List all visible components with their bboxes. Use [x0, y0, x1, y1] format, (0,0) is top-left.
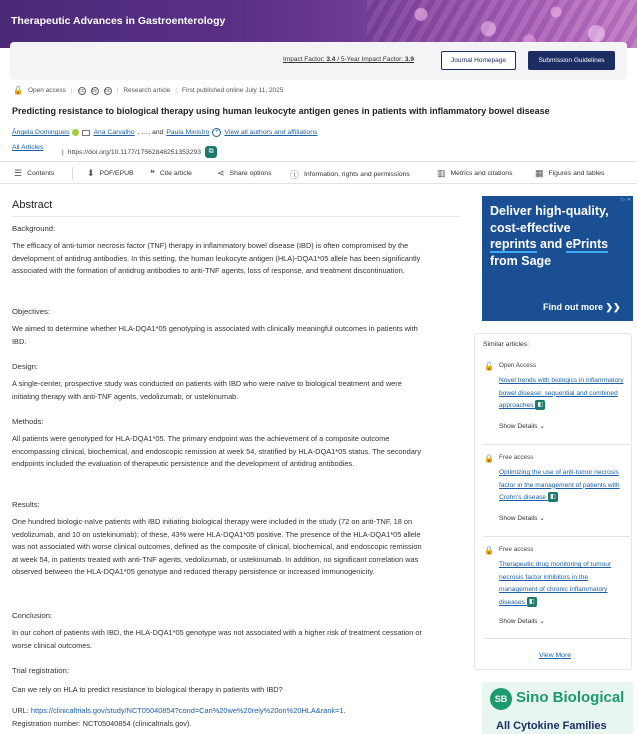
- show-details-toggle[interactable]: [499, 514, 545, 522]
- cite-article-button[interactable]: [150, 168, 192, 179]
- sage-reprints-ad[interactable]: [482, 196, 633, 321]
- email-icon[interactable]: [82, 130, 90, 136]
- view-more-link[interactable]: View More: [539, 652, 571, 659]
- access-label: Open Access: [499, 362, 537, 369]
- copy-doi-icon[interactable]: ⧉: [205, 146, 217, 158]
- divider: [484, 638, 630, 639]
- chevron-down-icon: ⌄: [539, 618, 545, 625]
- article-toolbar: [0, 161, 637, 184]
- view-all-authors-link[interactable]: View all authors and affiliations: [224, 129, 318, 136]
- section-label-results: Results:: [12, 500, 40, 509]
- show-details-toggle[interactable]: [499, 617, 545, 625]
- access-label: Free access: [499, 546, 534, 553]
- open-access-label: Open access: [27, 87, 66, 94]
- ad-eprints: ePrints: [565, 237, 609, 251]
- open-access-icon: 🔓: [484, 362, 494, 371]
- section-text-objectives: We aimed to determine whether HLA-DQA1*05 genotyping is associated with clinically meaningful outcomes in patients with IBD.: [12, 324, 418, 346]
- section-text-conclusion: In our cohort of patients with IBD, the HLA-DQA1*05 genotype was not associated with a higher risk of treatment cessation or worse clinical outcomes.: [12, 628, 422, 650]
- bar-chart-icon: ▥: [437, 168, 446, 178]
- section-label-trial-registration: Trial registration:: [12, 666, 69, 675]
- impact-factor[interactable]: [283, 56, 414, 63]
- share-icon: ⋖: [217, 168, 225, 178]
- information-rights-button[interactable]: [290, 168, 410, 181]
- journal-title[interactable]: Therapeutic Advances in Gastroenterology: [11, 15, 226, 27]
- section-text-design: A single-center, prospective study was conducted on patients with IBD who were naïve to biological treatment and were initiating therapy with anti-TNF agents, vedolizumab, or ustekinumab.: [12, 379, 402, 401]
- section-label-background: Background:: [12, 224, 56, 233]
- divider: |: [116, 87, 119, 94]
- author-list: [12, 128, 317, 137]
- access-label: Free access: [499, 454, 534, 461]
- trial-url-line: [12, 705, 472, 718]
- divider: |: [70, 87, 73, 94]
- divider: |: [175, 87, 177, 94]
- section-label-methods: Methods:: [12, 417, 44, 426]
- five-year-label: 5-Year Impact Factor:: [340, 56, 405, 63]
- similar-article-title[interactable]: Novel trends with biologics in inflammatory bowel disease: sequential and combined approaches: [499, 377, 624, 410]
- trial-url-link[interactable]: https://clinicaltrials.gov/study/NCT05040854?cond=Can%20we%20rely%20on%20HLA&rank=1: [30, 706, 344, 715]
- article-icon[interactable]: ◧: [535, 400, 545, 410]
- download-icon: ⬇: [87, 168, 95, 178]
- article-icon[interactable]: ◧: [527, 597, 537, 607]
- abstract-divider: [12, 216, 460, 217]
- contents-button[interactable]: [14, 168, 54, 179]
- metrics-label: Metrics and citations: [450, 170, 513, 177]
- all-articles-link[interactable]: All Articles: [12, 144, 44, 151]
- similar-article-title[interactable]: Therapeutic drug monitoring of tumour necrosis factor inhibitors in the management of chronic inflammatory diseases: [499, 561, 612, 606]
- registration-number: Registration number: NCT05040854 (clinicaltrials.gov).: [12, 719, 192, 728]
- ad-choices-icon[interactable]: ▷ ✕: [621, 197, 631, 203]
- ad-line-1: Deliver high-quality,: [490, 204, 609, 218]
- ad-and: and: [536, 237, 566, 251]
- chevron-down-icon: ⌄: [539, 423, 545, 430]
- cc-license-icon[interactable]: cc: [79, 87, 85, 94]
- journal-homepage-button[interactable]: Journal Homepage: [441, 51, 516, 70]
- open-access-icon: 🔓: [13, 86, 23, 95]
- doi-separator: |: [62, 148, 64, 156]
- five-year-value: 3.9: [404, 56, 414, 63]
- free-access-icon: 🔒: [484, 546, 494, 555]
- submission-guidelines-button[interactable]: Submission Guidelines: [528, 51, 615, 70]
- sino-biological-brand: Sino Biological: [516, 689, 625, 706]
- info-label: Information, rights and permissions: [304, 171, 410, 178]
- section-text-trial-registration: Can we rely on HLA to predict resistance to biological therapy in patients with IBD?: [12, 685, 283, 694]
- by-license-icon[interactable]: by: [91, 87, 98, 94]
- section-label-design: Design:: [12, 362, 39, 371]
- similar-article-link[interactable]: [499, 467, 627, 505]
- cite-label: Cite article: [159, 170, 192, 177]
- info-icon: ⓘ: [290, 170, 300, 180]
- table-icon: ▦: [535, 168, 544, 178]
- article-title: Predicting resistance to biological therapy using human leukocyte antigen genes in patients with inflammatory bowel disease: [12, 106, 550, 116]
- author-link[interactable]: Paula Ministro: [166, 129, 210, 136]
- contents-label: Contents: [27, 170, 55, 177]
- journal-banner: [0, 0, 637, 48]
- article-meta: [13, 86, 283, 95]
- quote-icon: ❝: [150, 168, 155, 178]
- ad-line-3: [490, 236, 632, 253]
- chevron-down-icon: ⌄: [539, 515, 545, 522]
- share-options-button[interactable]: [217, 168, 272, 179]
- pdf-epub-button[interactable]: [87, 168, 134, 179]
- show-details-toggle[interactable]: [499, 422, 545, 430]
- ad-line-2: cost-effective: [490, 220, 571, 235]
- article-type: Research article: [123, 87, 171, 94]
- ad-reprints: reprints: [490, 237, 537, 251]
- similar-article-link[interactable]: [499, 375, 627, 413]
- section-text-background: The efficacy of anti-tumor necrosis factor (TNF) therapy in inflammatory bowel disease (IBD) is often compromised by the development of antidrug antibodies. In this setting, the human leukocyte antigen (HLA)-DQA1*05 allele has been significantly associated with the formation of antidrug antibodies to anti-TNF agents, loss of response, and treatment discontinuation.: [12, 241, 421, 276]
- url-end: .: [343, 706, 346, 715]
- doi-line: [62, 146, 217, 158]
- authors-ellipsis: , …, and: [137, 129, 164, 136]
- pdf-label: PDF/EPUB: [99, 170, 134, 177]
- impact-separator: /: [335, 56, 341, 63]
- sino-biological-logo: SB: [490, 688, 512, 710]
- share-label: Share options: [229, 170, 272, 177]
- metrics-button[interactable]: [437, 168, 512, 179]
- impact-factor-label: Impact Factor:: [283, 56, 327, 63]
- published-date: First published online July 11, 2025: [181, 87, 284, 94]
- show-details-label: Show Details: [499, 618, 538, 625]
- author-link[interactable]: Ana Carvalho: [93, 129, 135, 136]
- divider: [484, 444, 630, 445]
- doi-link[interactable]: https://doi.org/10.1177/17562848251353293: [67, 148, 202, 156]
- divider: [484, 536, 630, 537]
- show-details-label: Show Details: [499, 423, 538, 430]
- section-label-conclusion: Conclusion:: [12, 611, 53, 620]
- expand-authors-icon[interactable]: +: [212, 128, 221, 137]
- similar-article-link[interactable]: [499, 559, 627, 609]
- abstract-heading: Abstract: [12, 199, 53, 211]
- figures-label: Figures and tables: [548, 170, 605, 177]
- figures-tables-button[interactable]: [535, 168, 604, 179]
- article-icon[interactable]: ◧: [548, 492, 558, 502]
- free-access-icon: 🔒: [484, 454, 494, 463]
- ad-tagline: All Cytokine Families: [496, 720, 607, 732]
- ad-headline: [490, 203, 632, 269]
- show-details-label: Show Details: [499, 515, 538, 522]
- author-link[interactable]: Ângela Domingues: [12, 129, 70, 136]
- sino-biological-ad[interactable]: [482, 682, 633, 734]
- url-label: URL:: [12, 706, 31, 715]
- ad-line-4: from Sage: [490, 253, 552, 268]
- list-icon: ☰: [14, 168, 23, 178]
- section-label-objectives: Objectives:: [12, 307, 51, 316]
- similar-articles-heading: Similar articles:: [483, 341, 530, 348]
- impact-factor-value: 3.4: [326, 56, 336, 63]
- nc-license-icon[interactable]: nc: [104, 87, 111, 94]
- section-text-results: One hundred biologic-naïve patients with IBD initiating biological therapy were included in the study (72 on anti-TNF, 18 on vedolizumab, and 10 on ustekinumab); of these, 43% were HLA-DQA1*05 positive. The presence of the HLA-DQA1*05 allele was not associated with worse clinical outcomes, defined as the composite of clinical, biochemical, and endoscopic remission at week 54, in patients treated with anti-TNF agents, vedolizumab, or ustekinumab. In addition, no significant correlation was observed between the HLA-DQA1*05 genotype and reduced therapy persistence or increased immunogenicity.: [12, 517, 422, 577]
- toolbar-divider: [72, 167, 73, 180]
- section-text-methods: All patients were genotyped for HLA-DQA1*05. The primary endpoint was the achievement of a composite outcome encompassing clinical, biochemical, and endoscopic remission at week 54, stratified by HLA-DQA1*05 status. The secondary endpoints included the evaluation of therapeutic persistence and the development of antidrug antibodies.: [12, 434, 422, 469]
- orcid-icon[interactable]: [72, 129, 79, 136]
- banner-texture: [367, 0, 637, 48]
- similar-article-title[interactable]: Optimizing the use of anti-tumor necrosis factor in the management of patients with Crohn's disease: [499, 469, 620, 502]
- ad-find-out-more[interactable]: Find out more ❯❯: [543, 302, 621, 312]
